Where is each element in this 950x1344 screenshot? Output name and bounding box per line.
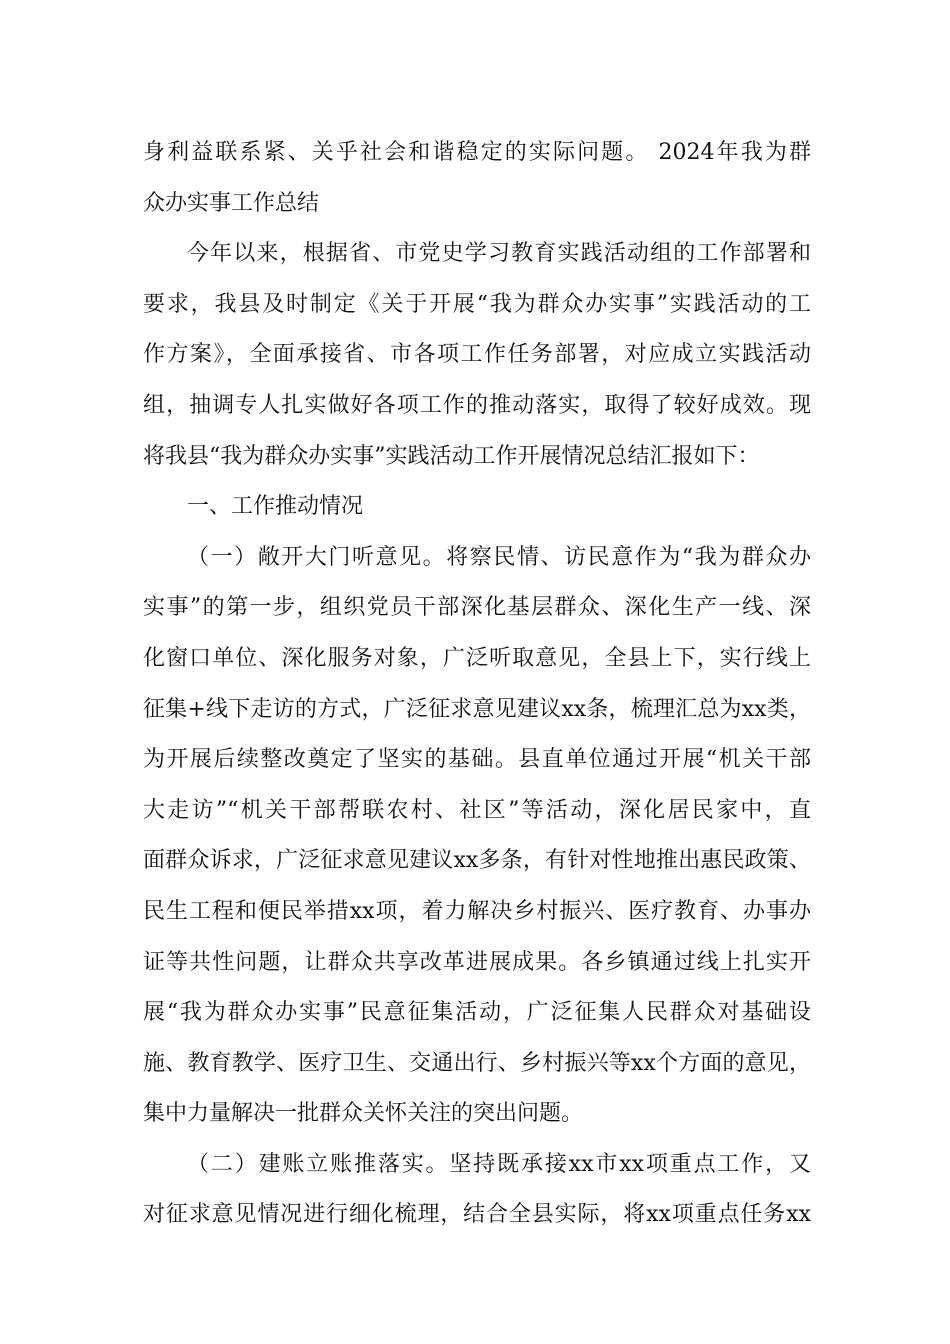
text-line: 今年以来，根据省、市党史学习教育实践活动组的工作部署和 xyxy=(187,241,811,267)
text-line: 化窗口单位、深化服务对象，广泛听取意见，全县上下，实行线上 xyxy=(143,645,811,671)
text-line: 组，抽调专人扎实做好各项工作的推动落实，取得了较好成效。现 xyxy=(143,392,811,418)
text-line: 展“我为群众办实事”民意征集活动，广泛征集人民群众对基础设 xyxy=(143,1000,811,1026)
text-line: 众办实事工作总结 xyxy=(143,190,320,216)
text-line: 将我县“我为群众办实事”实践活动工作开展情况总结汇报如下： xyxy=(143,443,760,469)
text-line: 对征求意见情况进行细化梳理，结合全县实际，将xx项重点任务xx xyxy=(143,1202,811,1228)
text-line: 大走访”“机关干部帮联农村、社区”等活动，深化居民家中，直 xyxy=(143,797,811,823)
text-line: 征集+线下走访的方式，广泛征求意见建议xx条，梳理汇总为xx类， xyxy=(143,696,811,722)
text-line: 作方案》，全面承接省、市各项工作任务部署，对应成立实践活动 xyxy=(143,342,811,368)
text-line: 证等共性问题，让群众共享改革进展成果。各乡镇通过线上扎实开 xyxy=(143,949,811,975)
text-line: 民生工程和便民举措xx项，着力解决乡村振兴、医疗教育、办事办 xyxy=(143,898,811,924)
text-line: 施、教育教学、医疗卫生、交通出行、乡村振兴等xx个方面的意见， xyxy=(143,1050,811,1076)
text-line: 一、工作推动情况 xyxy=(187,494,364,520)
text-line: 集中力量解决一批群众关怀关注的突出问题。 xyxy=(143,1101,584,1127)
text-line: （一）敞开大门听意见。将察民情、访民意作为“我为群众办 xyxy=(187,544,811,570)
text-line: 为开展后续整改奠定了坚实的基础。县直单位通过开展“机关干部 xyxy=(143,747,811,773)
text-line: 面群众诉求，广泛征求意见建议xx多条，有针对性地推出惠民政策、 xyxy=(143,848,811,874)
text-line: 身利益联系紧、关乎社会和谐稳定的实际问题。 2024年我为群 xyxy=(143,140,811,165)
text-line: （二）建账立账推落实。坚持既承接xx市xx项重点工作，又 xyxy=(187,1151,811,1177)
text-line: 要求，我县及时制定《关于开展“我为群众办实事”实践活动的工 xyxy=(143,291,811,317)
text-line: 实事”的第一步，组织党员干部深化基层群众、深化生产一线、深 xyxy=(143,595,811,621)
document-body xyxy=(143,128,811,1241)
